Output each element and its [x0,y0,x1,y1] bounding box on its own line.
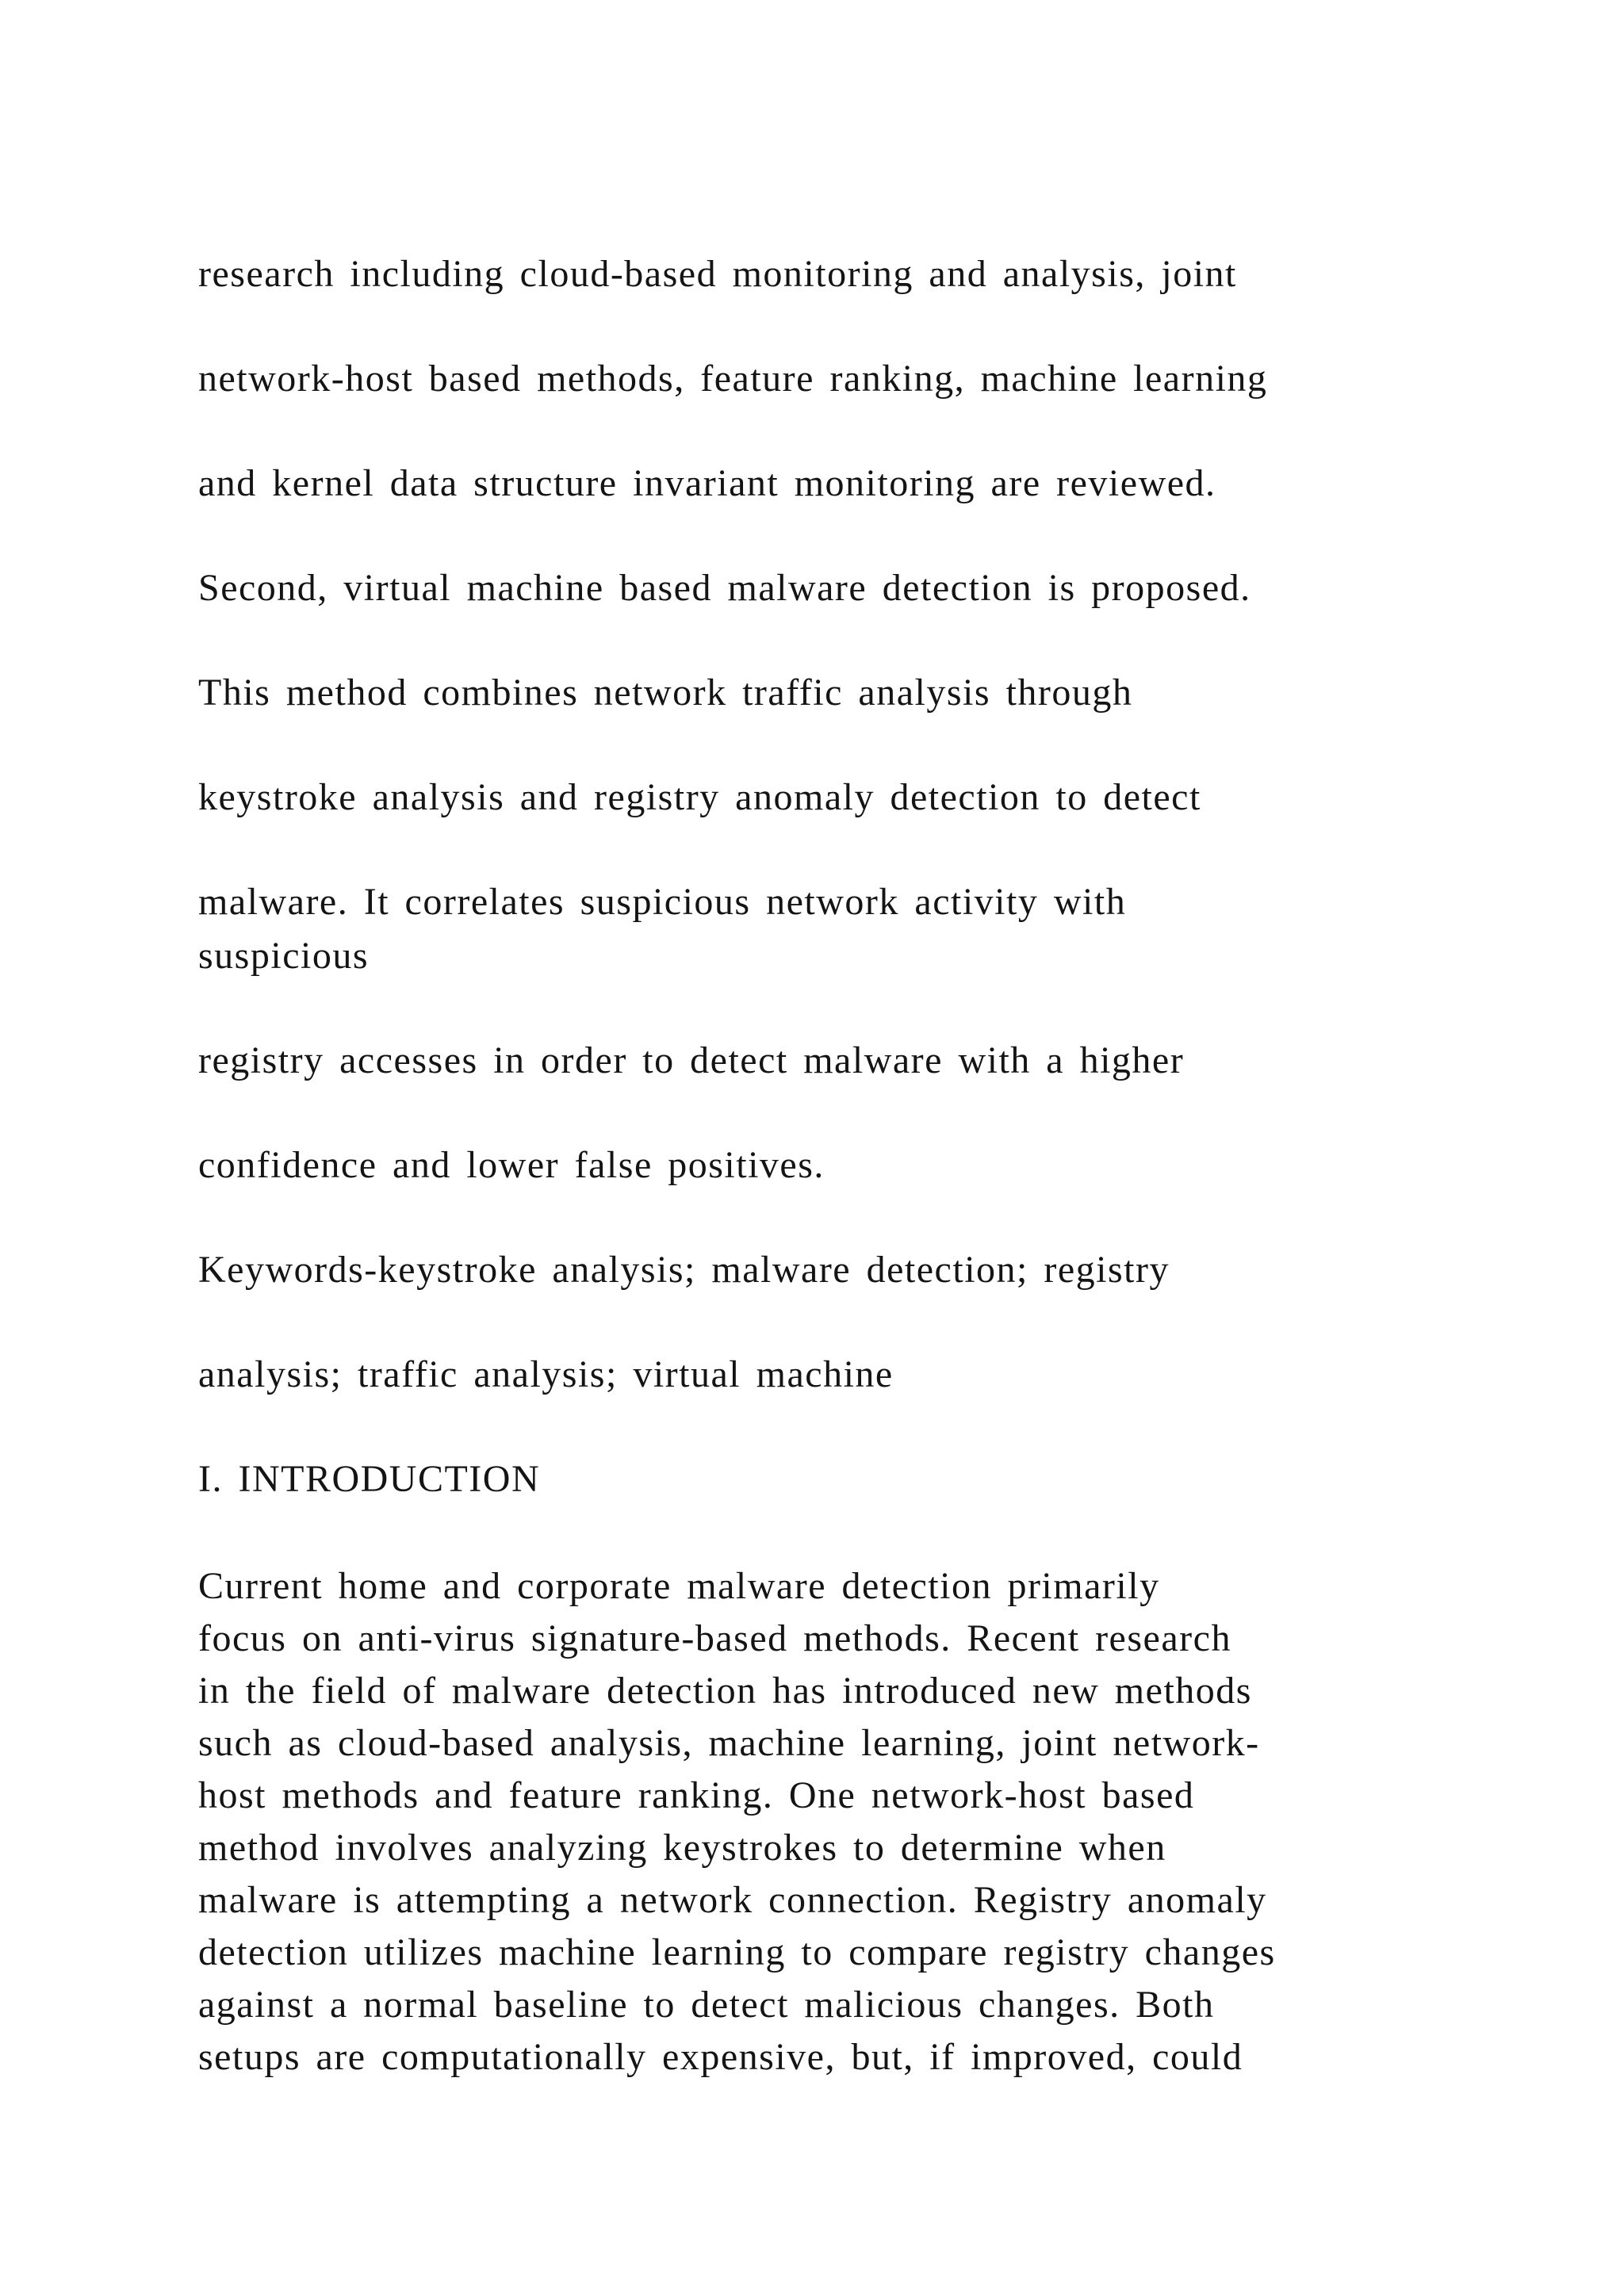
introduction-line: method involves analyzing keystrokes to determine when [198,1827,1166,1869]
introduction-line: setups are computationally expensive, but, if improved, could [198,2036,1243,2078]
section-heading: I. INTRODUCTION [198,1458,541,1500]
introduction-line: such as cloud-based analysis, machine learning, joint network- [198,1722,1260,1764]
abstract-line: registry accesses in order to detect malware with a higher [198,1039,1185,1081]
abstract-line: Second, virtual machine based malware detection is proposed. [198,567,1251,609]
abstract-line: keystroke analysis and registry anomaly detection to detect [198,776,1201,818]
introduction-line: in the field of malware detection has introduced new methods [198,1670,1252,1712]
abstract-line: suspicious [198,935,370,977]
introduction-line: host methods and feature ranking. One network-host based [198,1774,1195,1816]
abstract-line: and kernel data structure invariant monitoring are reviewed. [198,462,1216,504]
introduction-line: detection utilizes machine learning to compare registry changes [198,1931,1276,1973]
introduction-paragraph [198,1560,1276,2084]
abstract-line: network-host based methods, feature ranking, machine learning [198,358,1268,400]
abstract-line: confidence and lower false positives. [198,1144,825,1186]
keywords-line: analysis; traffic analysis; virtual machine [198,1353,894,1395]
abstract-line: This method combines network traffic analysis through [198,672,1133,714]
abstract-line: research including cloud-based monitoring and analysis, joint [198,253,1237,295]
introduction-line: Current home and corporate malware detection primarily [198,1565,1160,1607]
introduction-line: focus on anti-virus signature-based methods. Recent research [198,1617,1231,1659]
introduction-line: malware is attempting a network connection. Registry anomaly [198,1879,1267,1921]
abstract-line: malware. It correlates suspicious network activity with [198,881,1127,923]
introduction-line: against a normal baseline to detect malicious changes. Both [198,1984,1215,2026]
keywords-line: Keywords-keystroke analysis; malware detection; registry [198,1249,1170,1291]
